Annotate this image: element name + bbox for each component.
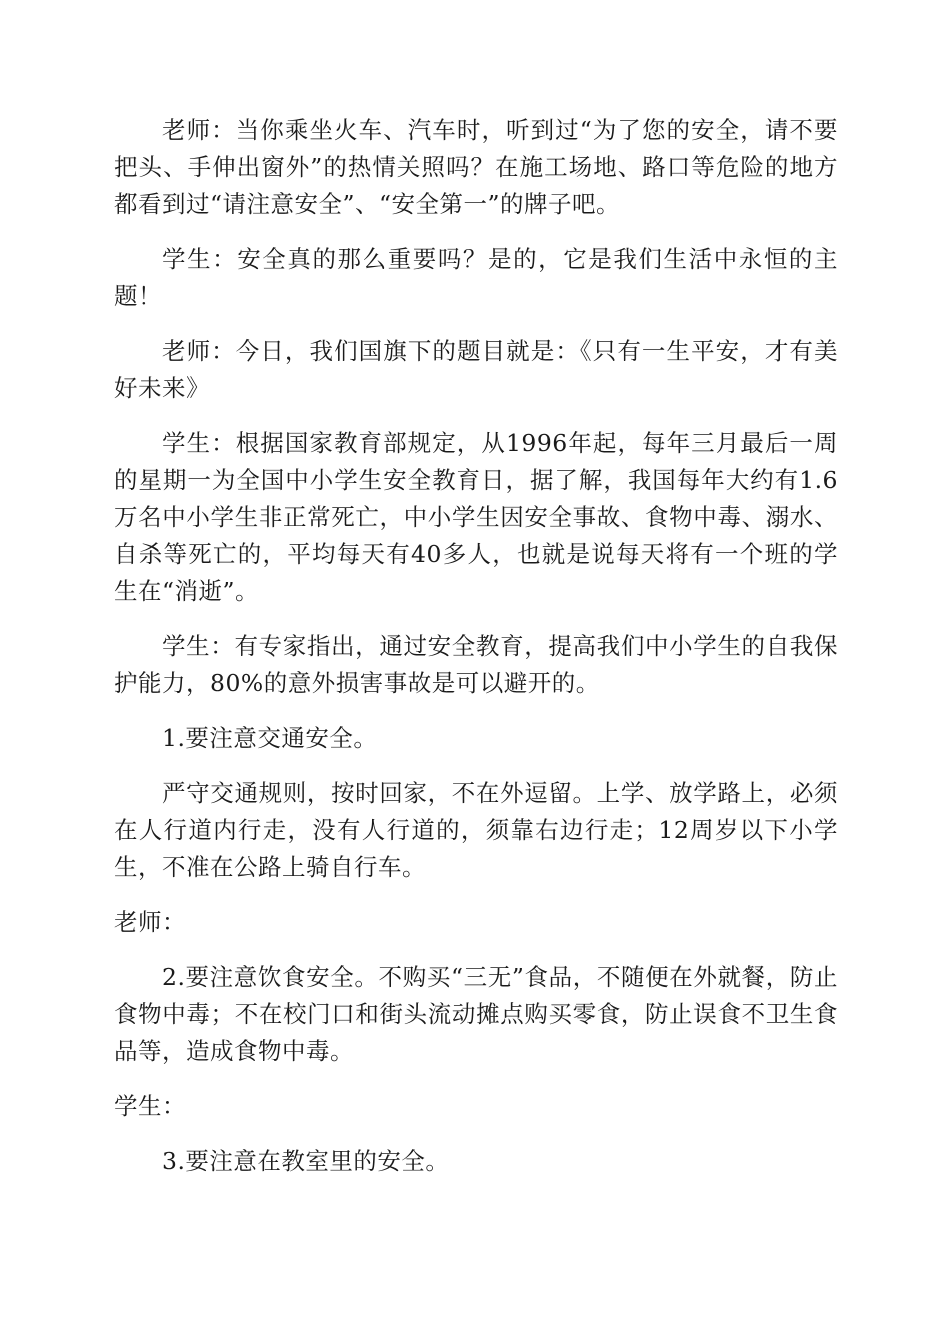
list-item-traffic-safety: 1.要注意交通安全。 (162, 724, 378, 752)
speaker-label-student: 学生： (114, 1092, 186, 1120)
paragraph-traffic-rules: 严守交通规则，按时回家，不在外逗留。上学、放学路上，必须在人行道内行走，没有人行道的，须靠右边行走；12周岁以下小学生，不准在公路上骑自行车。 (114, 779, 838, 881)
paragraph-teacher-intro: 老师：当你乘坐火车、汽车时，听到过“为了您的安全，请不要把头、手伸出窗外”的热情关照吗？在施工场地、路口等危险的地方都看到过“请注意安全”、“安全第一”的牌子吧。 (114, 116, 838, 218)
paragraph-student-statistics: 学生：根据国家教育部规定，从1996年起，每年三月最后一周的星期一为全国中小学生安全教育日，据了解，我国每年大约有1.6万名中小学生非正常死亡，中小学生因安全事故、食物中毒、溺水、自杀等死亡的，平均每天有40多人，也就是说每天将有一个班的学生在“消逝”。 (114, 429, 838, 605)
paragraph-student-question: 学生：安全真的那么重要吗？是的，它是我们生活中永恒的主题！ (114, 245, 838, 310)
paragraph-student-expert: 学生：有专家指出，通过安全教育，提高我们中小学生的自我保护能力，80%的意外损害事故是可以避开的。 (114, 632, 838, 697)
speaker-label-teacher: 老师： (114, 908, 186, 936)
paragraph-teacher-topic: 老师：今日，我们国旗下的题目就是：《只有一生平安，才有美好未来》 (114, 337, 838, 402)
document-body (114, 112, 838, 1198)
list-item-food-safety: 2.要注意饮食安全。不购买“三无”食品，不随便在外就餐，防止食物中毒；不在校门口和街头流动摊点购买零食，防止误食不卫生食品等，造成食物中毒。 (114, 963, 838, 1065)
list-item-classroom-safety: 3.要注意在教室里的安全。 (162, 1147, 450, 1175)
